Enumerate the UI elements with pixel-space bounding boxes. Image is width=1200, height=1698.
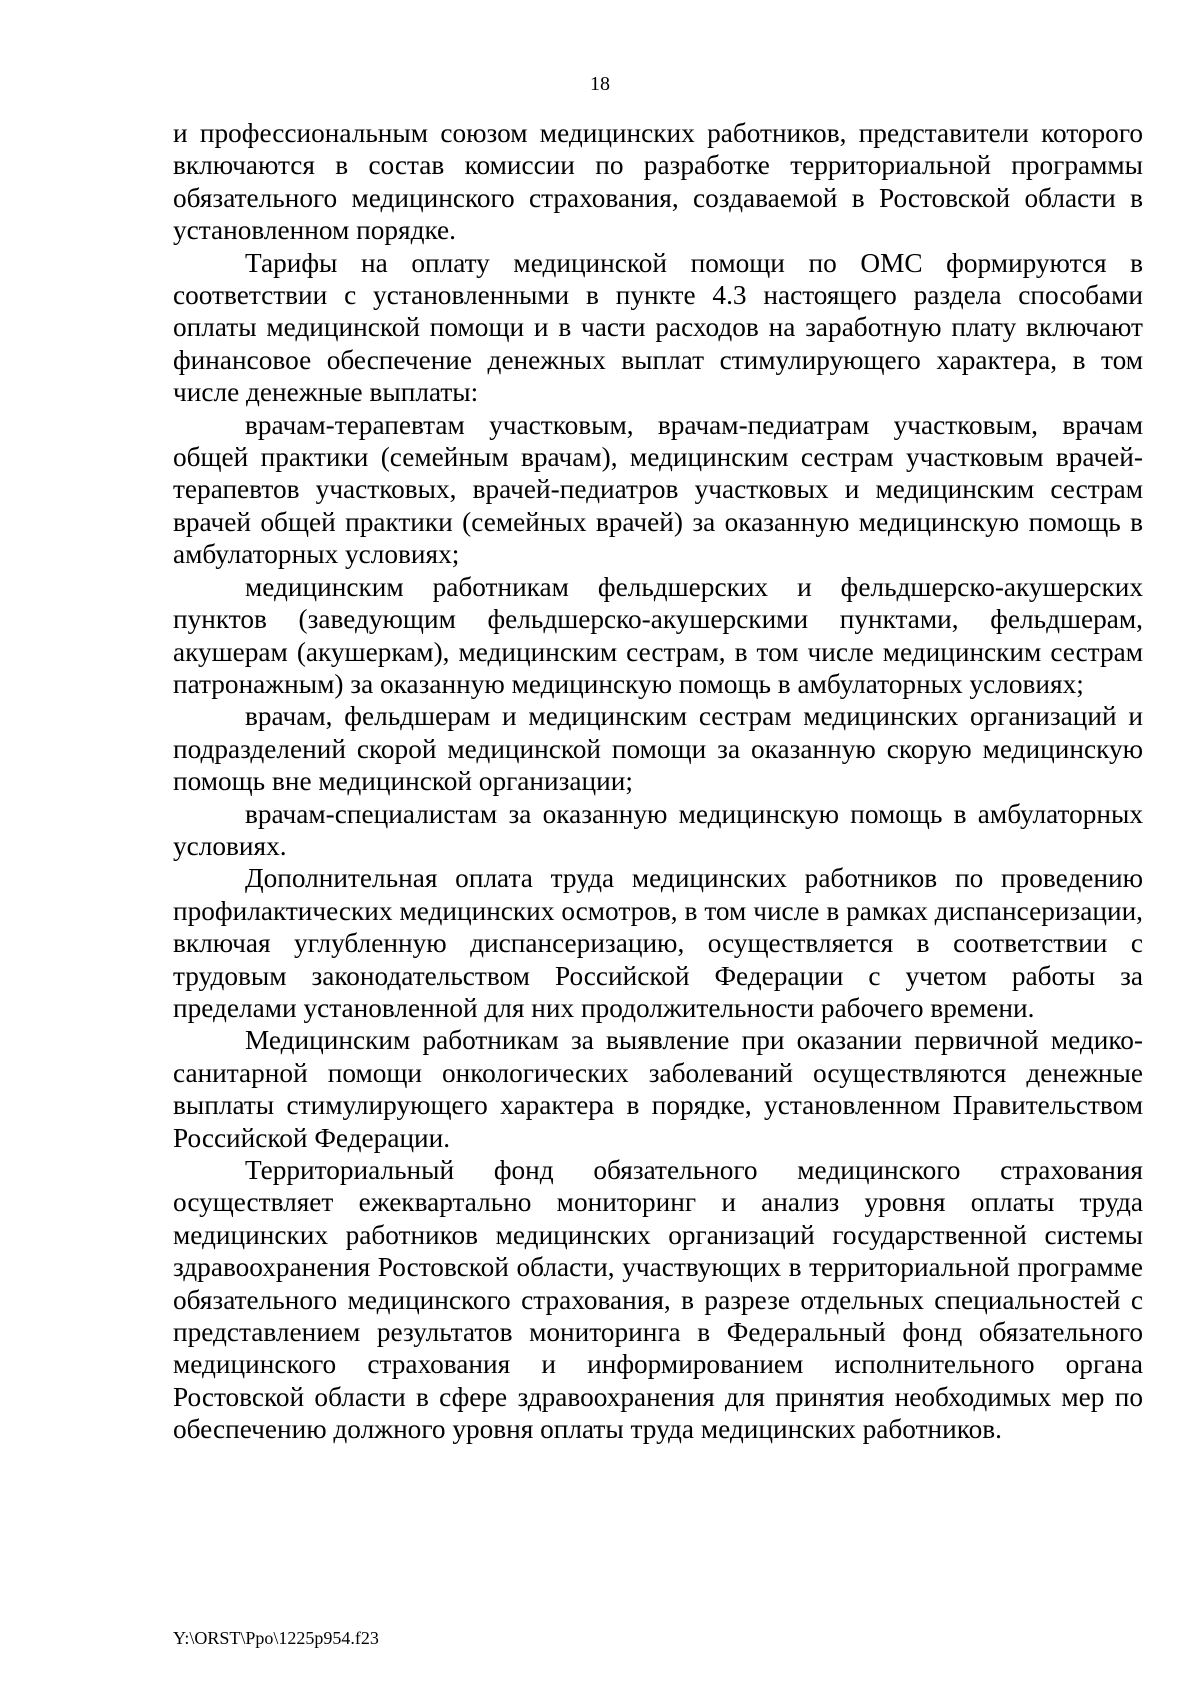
paragraph-oncology-payments: Медицинским работникам за выявление при оказании первичной медико-санитарной помощи онкологических заболеваний осуществляются денежные выплаты стимулирующего характера в порядке, установленном Правительством Российской Федерации.	[173, 1025, 1143, 1153]
paragraph-continuation: и профессиональным союзом медицинских работников, представители которого включаются в состав комиссии по разработке территориальной программы обязательного медицинского страхования, создаваемой в Ростовской области в установленном порядке.	[173, 118, 1143, 246]
page-number: 18	[590, 73, 610, 95]
paragraph-district-doctors: врачам-терапевтам участковым, врачам-педиатрам участковым, врачам общей практики (семейным врачам), медицинским сестрам участковым врачей-терапевтов участковых, врачей-педиатров участковых и медицинским сестрам врачей общей практики (семейных врачей) за оказанную медицинскую помощь в амбулаторных условиях;	[173, 409, 1143, 570]
document-body	[173, 117, 1143, 1446]
paragraph-emergency-care: врачам, фельдшерам и медицинским сестрам медицинских организаций и подразделений скорой медицинской помощи за оказанную скорую медицинскую помощь вне медицинской организации;	[173, 701, 1143, 797]
footer-file-path: Y:\ORST\Ppo\1225p954.f23	[173, 1628, 379, 1648]
paragraph-fund-monitoring: Территориальный фонд обязательного медицинского страхования осуществляет ежеквартально мониторинг и анализ уровня оплаты труда медицинских работников медицинских организаций государственной системы здравоохранения Ростовской области, участвующих в территориальной программе обязательного медицинского страхования, в разрезе отдельных специальностей с представлением результатов мониторинга в Федеральный фонд обязательного медицинского страхования и информированием исполнительного органа Ростовской области в сфере здравоохранения для принятия необходимых мер по обеспечению должного уровня оплаты труда медицинских работников.	[173, 1155, 1143, 1445]
paragraph-specialists: врачам-специалистам за оказанную медицинскую помощь в амбулаторных условиях.	[173, 798, 1143, 861]
paragraph-additional-pay: Дополнительная оплата труда медицинских работников по проведению профилактических медицинских осмотров, в том числе в рамках диспансеризации, включая углубленную диспансеризацию, осуществляется в соответствии с трудовым законодательством Российской Федерации с учетом работы за пределами установленной для них продолжительности рабочего времени.	[173, 863, 1143, 1023]
paragraph-feldsher-points: медицинским работникам фельдшерских и фельдшерско-акушерских пунктов (заведующим фельдшерско-акушерскими пунктами, фельдшерам, акушерам (акушеркам), медицинским сестрам, в том числе медицинским сестрам патронажным) за оказанную медицинскую помощь в амбулаторных условиях;	[173, 571, 1143, 699]
paragraph-tariffs: Тарифы на оплату медицинской помощи по ОМС формируются в соответствии с установленными в пункте 4.3 настоящего раздела способами оплаты медицинской помощи и в части расходов на заработную плату включают финансовое обеспечение денежных выплат стимулирующего характера, в том числе денежные выплаты:	[173, 247, 1143, 408]
